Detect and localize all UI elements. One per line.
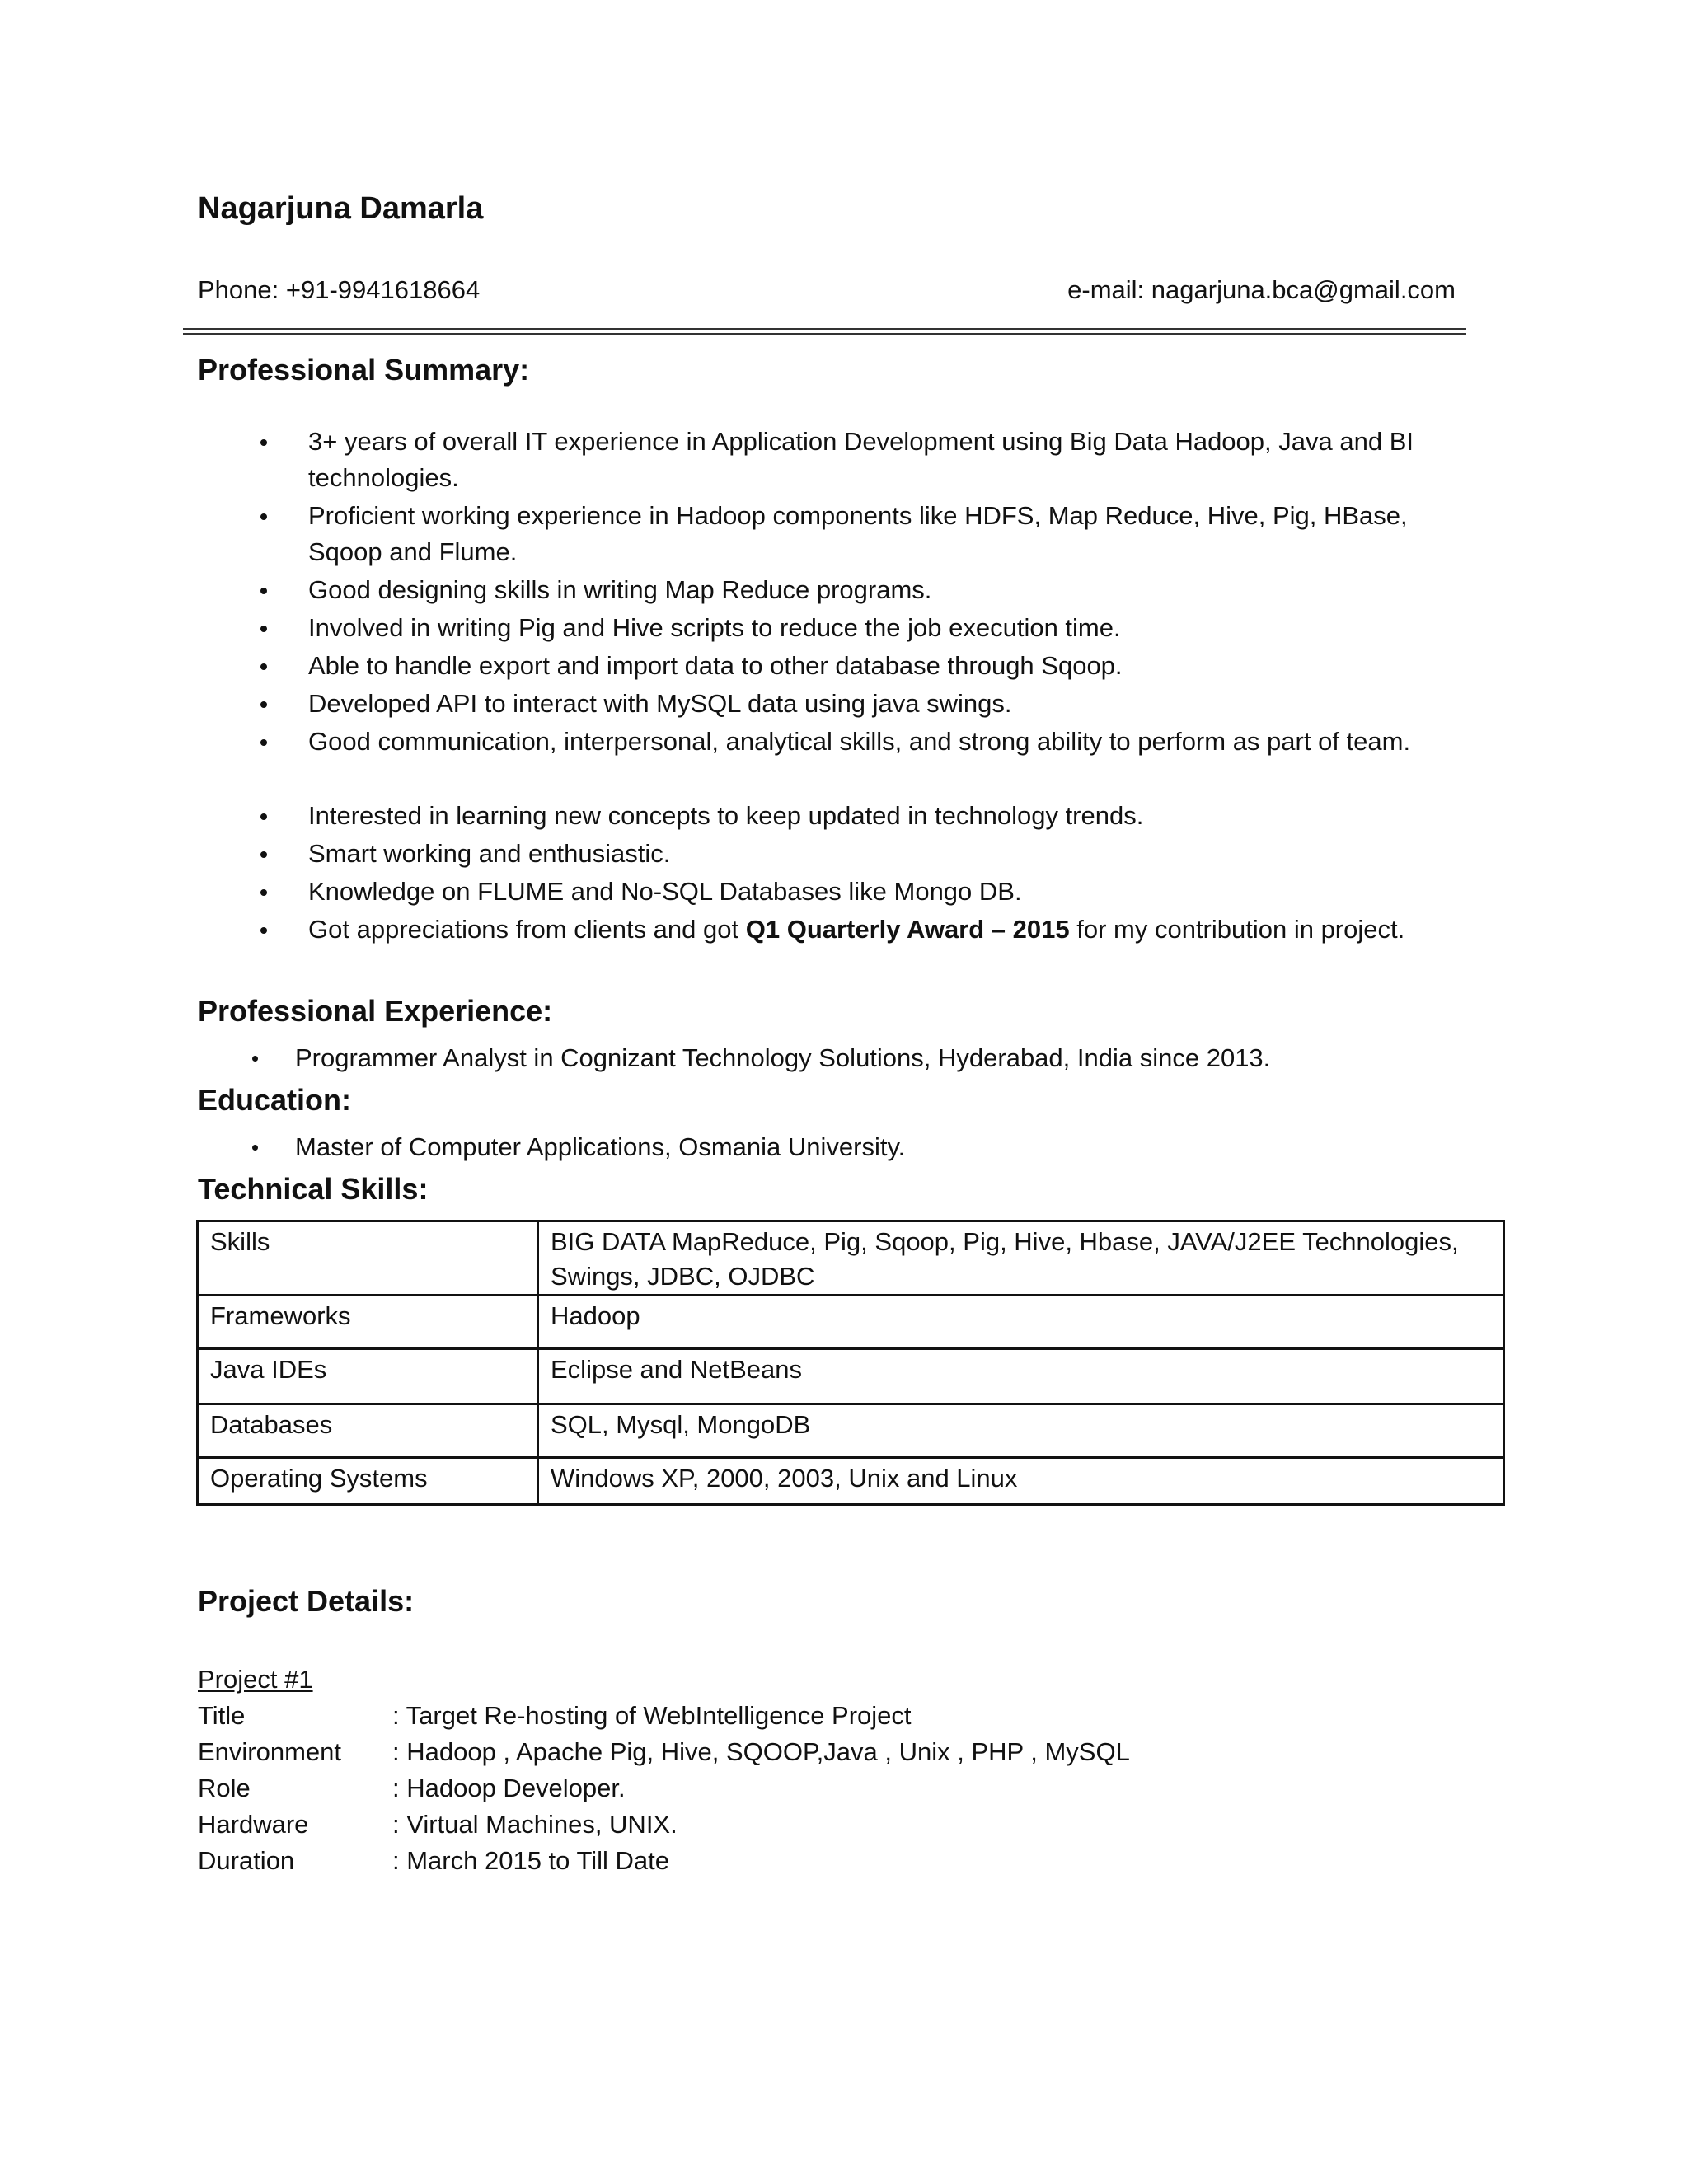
list-item: Master of Computer Applications, Osmania University.: [295, 1129, 1531, 1165]
bullet-icon: [252, 1145, 258, 1151]
skill-value: Hadoop: [538, 1296, 1504, 1349]
bullet-icon: [260, 813, 267, 820]
education-heading: Education:: [198, 1083, 351, 1117]
list-item: Smart working and enthusiastic.: [308, 836, 1462, 872]
list-item: Developed API to interact with MySQL data using java swings.: [308, 686, 1462, 722]
skill-category: Databases: [198, 1404, 538, 1458]
list-item: Proficient working experience in Hadoop components like HDFS, Map Reduce, Hive, Pig, HBase, Sqoop and Flume.: [308, 498, 1462, 570]
phone-number: Phone: +91-9941618664: [198, 275, 481, 304]
list-item: Interested in learning new concepts to keep updated in technology trends.: [308, 798, 1462, 834]
list-item: Good designing skills in writing Map Reduce programs.: [308, 572, 1462, 608]
skills-heading: Technical Skills:: [198, 1172, 429, 1206]
bullet-icon: [260, 739, 267, 746]
projects-heading: Project Details:: [198, 1584, 415, 1618]
summary-heading: Professional Summary:: [198, 353, 530, 387]
list-item: 3+ years of overall IT experience in Application Development using Big Data Hadoop, Java and BI technologies.: [308, 424, 1462, 496]
bullet-icon: [260, 701, 267, 708]
skill-category: Operating Systems: [198, 1458, 538, 1505]
bullet-icon: [260, 626, 267, 632]
skill-category: Frameworks: [198, 1296, 538, 1349]
skill-value: Eclipse and NetBeans: [538, 1349, 1504, 1404]
table-row: [198, 1349, 1504, 1404]
project-label: Project #1: [198, 1665, 313, 1694]
bullet-icon: [260, 513, 267, 520]
list-item: Good communication, interpersonal, analytical skills, and strong ability to perform as part of team.: [308, 724, 1462, 760]
table-row: [198, 1458, 1504, 1505]
list-item: Knowledge on FLUME and No-SQL Databases like Mongo DB.: [308, 874, 1462, 910]
list-item-award: Got appreciations from clients and got Q1 Quarterly Award – 2015 for my contribution in project.: [308, 912, 1462, 948]
skill-category: Skills: [198, 1221, 538, 1296]
experience-heading: Professional Experience:: [198, 994, 553, 1028]
candidate-name: Nagarjuna Damarla: [198, 191, 484, 226]
bullet-icon: [260, 439, 267, 446]
award-name: Q1 Quarterly Award – 2015: [745, 915, 1070, 944]
skill-value: BIG DATA MapReduce, Pig, Sqoop, Pig, Hive, Hbase, JAVA/J2EE Technologies, Swings, JDBC, OJDBC: [538, 1221, 1504, 1296]
bullet-icon: [260, 851, 267, 858]
table-row: [198, 1296, 1504, 1349]
resume-page: Nagarjuna Damarla Phone: +91-9941618664 e-mail: nagarjuna.bca@gmail.com Professional Summary: 3+ years of overall IT experience in Application Development using Big Data Hadoop, Java and BI technologies. Proficient working experience in Hadoop components like HDFS, Map Reduce, Hive, Pig, HBase, Sqoop and Flume. Good designing skills in writing Map Reduce programs. Involved in writing Pig and Hive scripts to reduce the job execution time. Able to handle export and import data to other database through Sqoop. Developed API to interact with MySQL data using java swings. Good communication, interpersonal, analytical skills, and strong ability to perform as part of team. Interested in learning new concepts to keep updated in technology trends. Smart working and enthusiastic. Knowledge on FLUME and No-SQL Databases like Mongo DB. Got appreciations from clients and got Q1 Quarterly Award – 2015 for my contribution in project. Professional Experience: Programmer Analyst in Cognizant Technology Solutions, Hyderabad, India since 2013. Education: Master of Computer Applications, Osmania University. Technical Skills: Skills BIG DATA MapReduce, Pig, Sqoop, Pig, Hive, Hbase, JAVA/J2EE Technologies, Swings, JDBC, OJDBC Frameworks Hadoop Java IDEs Eclipse and NetBeans Databases SQL, Mysql, MongoDB Operating Systems Windows XP, 2000, 2003, Unix and Linux Project Details: Project #1 Title : Target Re-hosting of WebIntelligence Project Environment : Hadoop , Apache Pig, Hive, SQOOP,Java , Unix , PHP , MySQL Role : Hadoop Developer. Hardware : Virtual Machines, UNIX. Duration : March 2015 to Till Date: [0, 0, 1688, 2184]
header-divider-bottom: [183, 333, 1466, 335]
list-item: Programmer Analyst in Cognizant Technology Solutions, Hyderabad, India since 2013.: [295, 1040, 1531, 1076]
bullet-icon: [260, 927, 267, 934]
list-item: Involved in writing Pig and Hive scripts to reduce the job execution time.: [308, 610, 1462, 646]
list-item: Able to handle export and import data to other database through Sqoop.: [308, 648, 1462, 684]
bullet-icon: [260, 588, 267, 594]
table-row: [198, 1221, 1504, 1296]
skill-value: SQL, Mysql, MongoDB: [538, 1404, 1504, 1458]
table-row: [198, 1404, 1504, 1458]
bullet-icon: [260, 889, 267, 896]
bullet-icon: [260, 663, 267, 670]
header-divider-top: [183, 328, 1466, 330]
email-address: e-mail: nagarjuna.bca@gmail.com: [1067, 275, 1456, 304]
skills-table: [196, 1220, 1505, 1506]
skill-category: Java IDEs: [198, 1349, 538, 1404]
bullet-icon: [252, 1056, 258, 1062]
skill-value: Windows XP, 2000, 2003, Unix and Linux: [538, 1458, 1504, 1505]
